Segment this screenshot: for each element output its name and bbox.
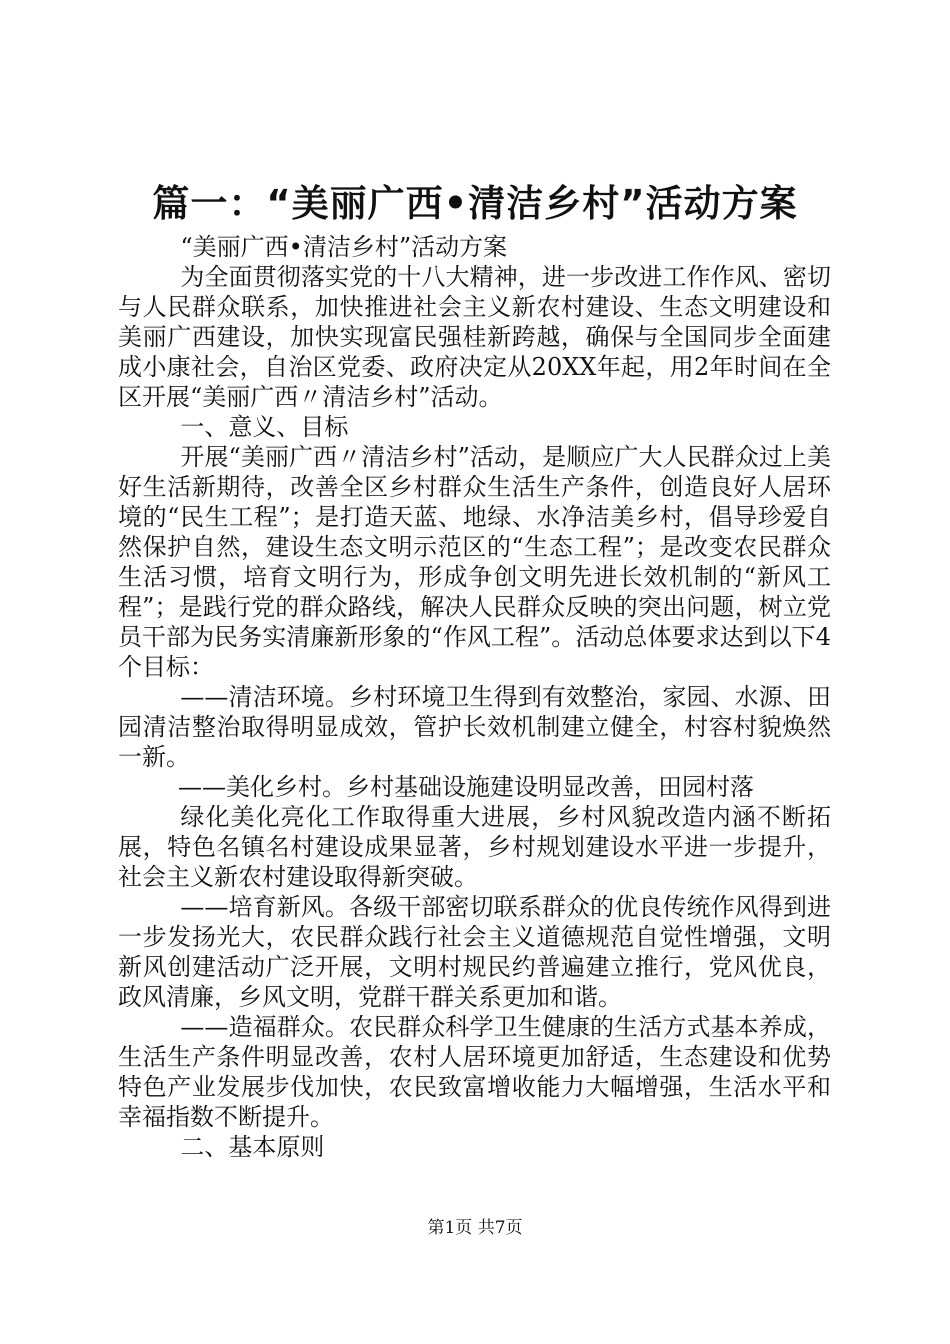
paragraph-intro: 为全面贯彻落实党的十八大精神，进一步改进工作作风、密切与人民群众联系，加快推进社会主义新农村建设、生态文明建设和美丽广西建设，加快实现富民强桂新跨越，确保与全国同步全面建成小康社会，自治区党委、政府决定从20XX年起，用2年时间在全区开展“美丽广西〃清洁乡村”活动。 (118, 263, 831, 411)
document-body (118, 232, 831, 1162)
section-heading-2: 二、基本原则 (180, 1133, 325, 1161)
paragraph-goal-beautify-continued: 绿化美化亮化工作取得重大进展，乡村风貌改造内涵不断拓展，特色名镇名村建设成果显著，乡村规划建设水平进一步提升，社会主义新农村建设取得新突破。 (118, 803, 831, 891)
paragraph-goal-clean-environment: ——清洁环境。乡村环境卫生得到有效整治，家园、水源、田园清洁整治取得明显成效，管护长效机制建立健全，村容村貌焕然一新。 (118, 683, 831, 771)
paragraph-goal-benefit-people: ——造福群众。农民群众科学卫生健康的生活方式基本养成，生活生产条件明显改善，农村人居环境更加舒适，生态建设和优势特色产业发展步伐加快，农民致富增收能力大幅增强，生活水平和幸福指数不断提升。 (118, 1013, 831, 1131)
document-title: 篇一：“美丽广西•清洁乡村”活动方案 (152, 182, 798, 225)
section-heading-1: 一、意义、目标 (180, 413, 349, 441)
page-number: 第1页 共7页 (427, 1218, 523, 1238)
paragraph-goal-beautify-village: ——美化乡村。乡村基础设施建设明显改善，田园村落 (178, 773, 754, 801)
paragraph-subtitle: “美丽广西•清洁乡村”活动方案 (180, 233, 508, 261)
paragraph-goal-new-customs: ——培育新风。各级干部密切联系群众的优良传统作风得到进一步发扬光大，农民群众践行社会主义道德规范自觉性增强，文明新风创建活动广泛开展，文明村规民约普遍建立推行，党风优良，政风清廉，乡风文明，党群干群关系更加和谐。 (118, 893, 831, 1011)
paragraph-significance: 开展“美丽广西〃清洁乡村”活动，是顺应广大人民群众过上美好生活新期待，改善全区乡村群众生活生产条件，创造良好人居环境的“民生工程”；是打造天蓝、地绿、水净洁美乡村，倡导珍爱自然保护自然，建设生态文明示范区的“生态工程”；是改变农民群众生活习惯，培育文明行为，形成争创文明先进长效机制的“新风工程”；是践行党的群众路线，解决人民群众反映的突出问题，树立党员干部为民务实清廉新形象的“作风工程”。活动总体要求达到以下4个目标： (118, 443, 831, 681)
